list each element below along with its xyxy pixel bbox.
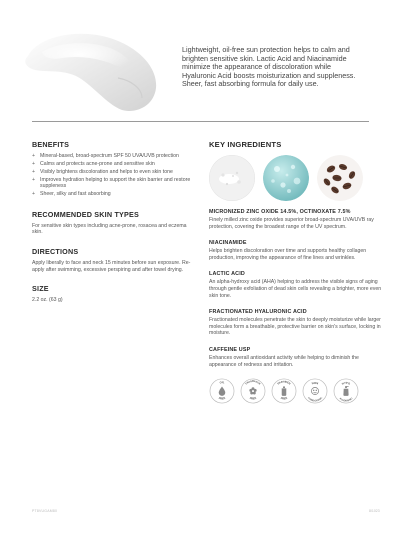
ingredient-description: Finely milled zinc oxide provides superior broad-spectrum UVA/UVB ray protection, covering the broadest range of the UV spectrum.: [209, 217, 374, 230]
badge-top-label: FRAGRANCE: [245, 381, 261, 386]
hypoallergenic-badge: [333, 378, 359, 404]
claim-badges: [209, 378, 384, 404]
ingredient-name: LACTIC ACID: [209, 271, 245, 278]
directions-section: [32, 247, 192, 273]
size-section: [32, 284, 192, 304]
coffee-beans-image: [317, 155, 363, 201]
ingredient-zinc-oxide: [209, 209, 384, 230]
benefit-item: + Sheer, silky and fast absorbing: [32, 191, 192, 197]
directions-text: Apply liberally to face and neck 15 minutes before sun exposure. Re-apply after swimming, excessive perspiring and after towel drying.: [32, 260, 191, 273]
face-icon: [311, 388, 318, 395]
ingredient-name: CAFFEINE USP: [209, 346, 251, 353]
svg-text:FREE: [249, 396, 257, 401]
badge-bottom-label: COMEDOGENIC: [306, 397, 324, 403]
footer-product-code: PT8VUGAM80: [32, 509, 58, 513]
footer-date-code: 8/1023: [369, 509, 380, 513]
ingredient-name: NIACINAMIDE: [209, 240, 247, 247]
ingredient-niacinamide: [209, 240, 384, 261]
benefit-item: + Visibly brightens discoloration and helps to even skin tone: [32, 169, 192, 175]
bottle-icon: [282, 387, 287, 396]
svg-text:NON: [311, 381, 319, 386]
badge-top-label: HYPO: [341, 381, 351, 386]
zinc-oxide-powder-image: [209, 155, 255, 201]
non-comedogenic-badge: [302, 378, 328, 404]
benefits-section: [32, 140, 192, 198]
skin-types-text: For sensitive skin types including acne-prone, rosacea and eczema skin.: [32, 222, 187, 236]
product-swatch-image: [18, 18, 168, 118]
svg-text:OIL: [219, 380, 225, 384]
benefit-item: + Calms and protects acne-prone and sensitive skin: [32, 161, 192, 167]
ingredient-description: An alpha-hydroxy acid (AHA) helping to address the visible signs of aging through gentle exfoliation of dead skin cells revealing a brighter, more even skin tone.: [209, 279, 382, 299]
hero-section: [0, 0, 416, 122]
ingredient-lactic-acid: [209, 271, 384, 299]
svg-text:HYPO: [341, 381, 351, 386]
oil-drop-icon: [219, 387, 226, 396]
svg-text:FRAGRANCE: [246, 380, 261, 386]
pump-icon: [343, 386, 348, 396]
oil-free-badge: [209, 378, 235, 404]
size-text: 2.2 oz. (63 g): [32, 297, 63, 304]
benefit-item: + Improves hydration helping to support the skin barrier and restore suppleness: [32, 177, 192, 190]
skin-types-title: RECOMMENDED SKIN TYPES: [32, 209, 140, 219]
badge-bottom-label: ALLERGENIC: [338, 397, 354, 403]
size-title: SIZE: [32, 284, 49, 294]
benefits-list: [32, 153, 192, 198]
directions-title: DIRECTIONS: [32, 247, 79, 256]
badge-top-label: NON: [311, 381, 319, 386]
fragrance-free-badge: [240, 378, 266, 404]
left-column: [32, 140, 192, 315]
benefit-item: + Mineral-based, broad-spectrum SPF 50 UVA/UVB protection: [32, 153, 192, 159]
flower-icon: [249, 387, 256, 394]
product-intro-text: Lightweight, oil-free sun protection helps to calm and brighten sensitive skin. Lactic Acid and Niacinamide minimize the appearance of discoloration while Hyaluronic Acid boosts moisturization and suppleness. Sheer, fast absorbing formula for daily use.: [182, 45, 356, 89]
right-column: [209, 140, 384, 404]
svg-text:FREE: [218, 396, 226, 401]
svg-text:FREE: [280, 396, 288, 401]
skin-types-section: [32, 210, 192, 236]
paraben-free-badge: [271, 378, 297, 404]
ingredient-images: [209, 155, 384, 201]
ingredient-hyaluronic-acid: [209, 309, 384, 337]
hyaluronic-acid-gel-image: [263, 155, 309, 201]
key-ingredients-title: KEY INGREDIENTS: [209, 140, 282, 149]
ingredient-caffeine: [209, 347, 384, 368]
badge-top-label: OIL: [219, 381, 225, 385]
badge-bottom-label: FREE: [280, 396, 288, 401]
ingredient-description: Fractionated molecules penetrate the skin to deeply moisturize while larger molecules form a breathable, protective barrier on skin's surface, locking in moisture.: [209, 317, 381, 337]
badge-top-label: PARABEN: [276, 380, 291, 386]
section-divider: [32, 121, 369, 122]
ingredient-description: Helps brighten discoloration over time and supports healthy collagen production, improving the appearance of fine lines and wrinkles.: [209, 248, 367, 261]
ingredient-description: Enhances overall antioxidant activity while helping to diminish the appearance of redness and irritation.: [209, 354, 359, 368]
benefits-title: BENEFITS: [32, 140, 70, 149]
ingredient-name: FRACTIONATED HYALURONIC ACID: [209, 309, 307, 316]
badge-bottom-label: FREE: [249, 396, 257, 401]
badge-bottom-label: FREE: [218, 396, 226, 401]
ingredient-name: MICRONIZED ZINC OXIDE 14.5%, OCTINOXATE 7.5%: [209, 209, 351, 215]
